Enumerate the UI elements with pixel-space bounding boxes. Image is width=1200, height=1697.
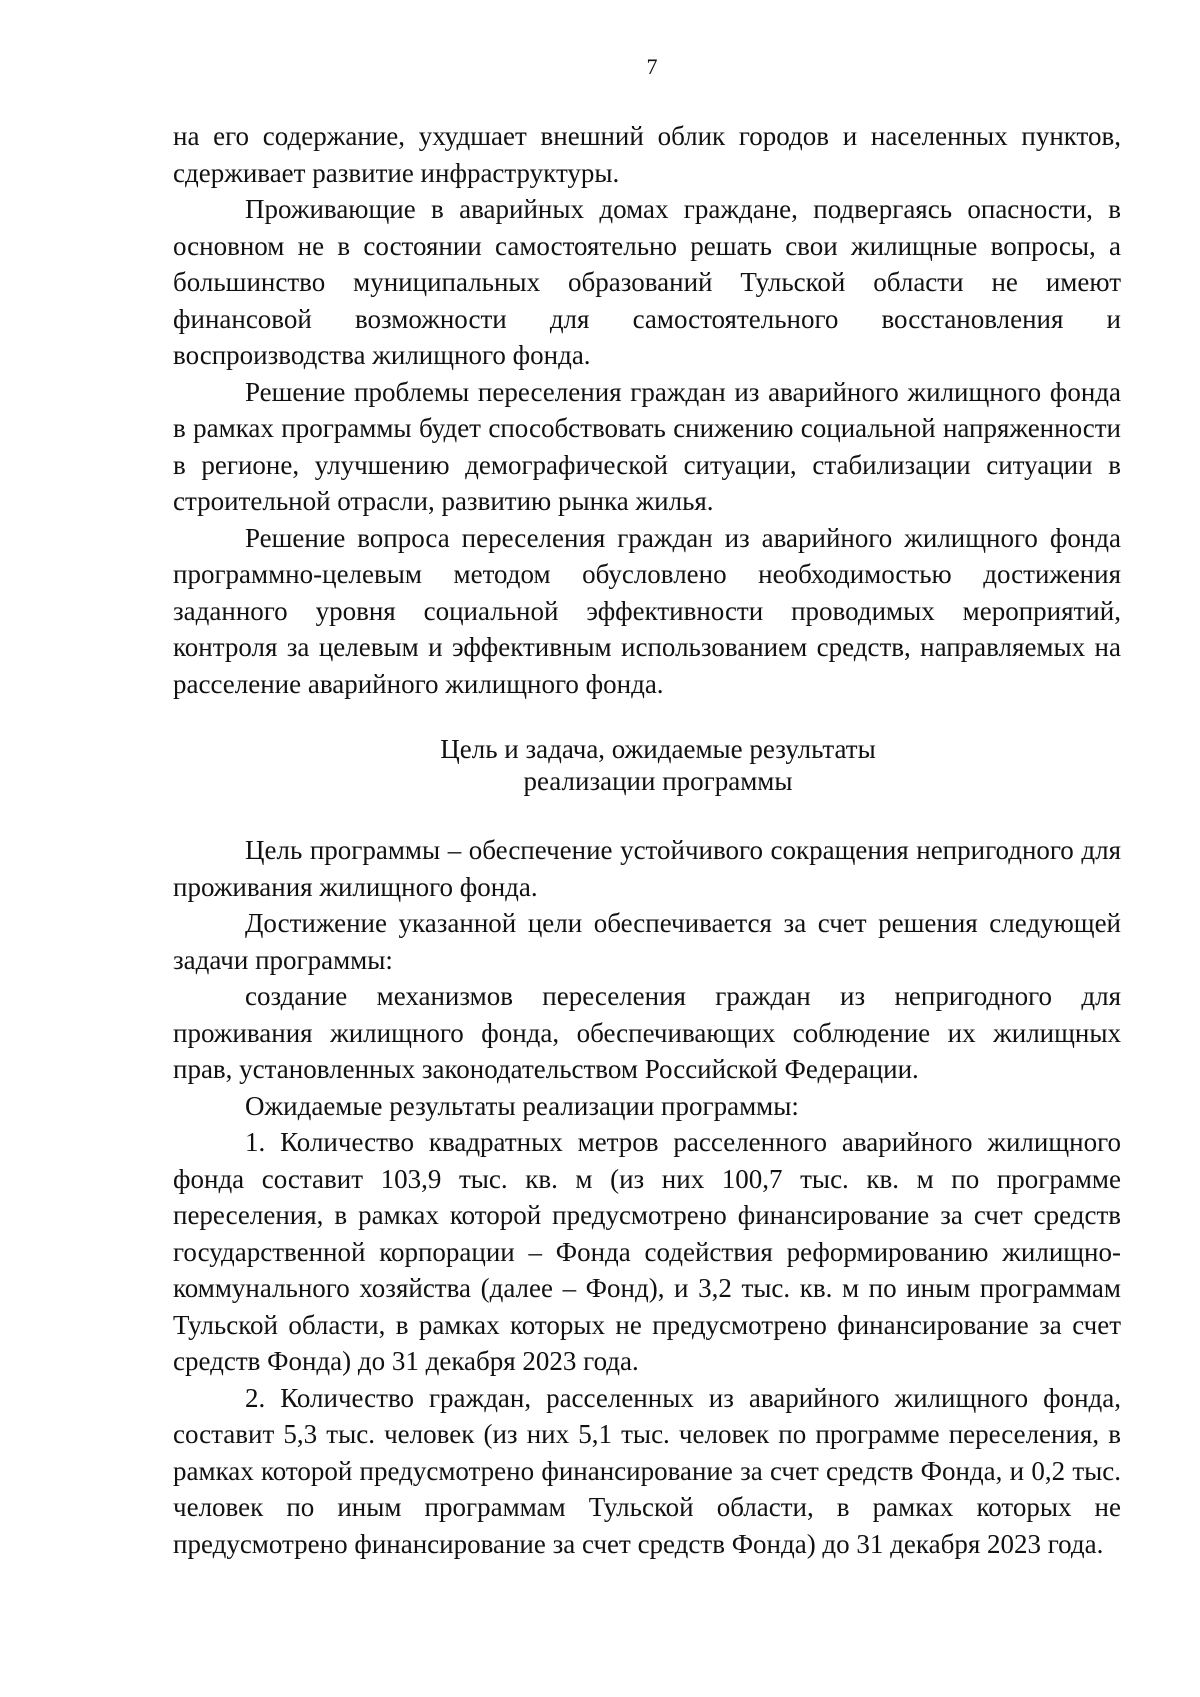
paragraph-expected-results: Ожидаемые результаты реализации программы: xyxy=(245,1090,799,1121)
section-heading xyxy=(173,733,1121,797)
paragraph-result-1: 1. Количество квадратных метров расселенного аварийного жилищного фонда составит 103,9 тыс. кв. м (из них 100,7 тыс. кв. м по программе переселения, в рамках которой предусмотрено финансирование за счет средств государственной корпорации – Фонда содействия реформированию жилищно-коммунального хозяйства (далее – Фонд), и 3,2 тыс. кв. м по иным программам Тульской области, в рамках которых не предусмотрено финансирование за счет средств Фонда) до 31 декабря 2023 года. xyxy=(173,1127,1121,1376)
paragraph-program-goal: Цель программы – обеспечение устойчивого сокращения непригодного для проживания жилищного фонда. xyxy=(173,835,1121,902)
paragraph-program-method: Решение вопроса переселения граждан из аварийного жилищного фонда программно-целевым методом обусловлено необходимостью достижения заданного уровня социальной эффективности проводимых мероприятий, контроля за целевым и эффективным использованием средств, направляемых на расселение аварийного жилищного фонда. xyxy=(173,522,1121,699)
document-page xyxy=(173,52,1121,1562)
section-heading-line-1: Цель и задача, ожидаемые результаты xyxy=(440,734,876,764)
paragraph-continuation: на его содержание, ухудшает внешний облик городов и населенных пунктов, сдерживает развитие инфраструктуры. xyxy=(173,121,1121,188)
paragraph-result-2: 2. Количество граждан, расселенных из аварийного жилищного фонда, составит 5,3 тыс. человек (из них 5,1 тыс. человек по программе переселения, в рамках которой предусмотрено финансирование за счет средств Фонда, и 0,2 тыс. человек по иным программам Тульской области, в рамках которых не предусмотрено финансирование за счет средств Фонда) до 31 декабря 2023 года. xyxy=(173,1382,1121,1559)
paragraph-goal-achievement: Достижение указанной цели обеспечивается за счет решения следующей задачи программы: xyxy=(173,908,1121,975)
page-number: 7 xyxy=(646,54,658,79)
paragraph-program-task: создание механизмов переселения граждан из непригодного для проживания жилищного фонда, обеспечивающих соблюдение их жилищных прав, установленных законодательством Российской Федерации. xyxy=(173,981,1121,1084)
section-heading-line-2: реализации программы xyxy=(523,766,793,796)
paragraph-residents-danger: Проживающие в аварийных домах граждане, подвергаясь опасности, в основном не в состоянии самостоятельно решать свои жилищные вопросы, а большинство муниципальных образований Тульской области не имеют финансовой возможности для самостоятельного восстановления и воспроизводства жилищного фонда. xyxy=(173,194,1121,370)
paragraph-problem-solution: Решение проблемы переселения граждан из аварийного жилищного фонда в рамках программы будет способствовать снижению социальной напряженности в регионе, улучшению демографической ситуации, стабилизации ситуации в строительной отрасли, развитию рынка жилья. xyxy=(173,376,1121,516)
